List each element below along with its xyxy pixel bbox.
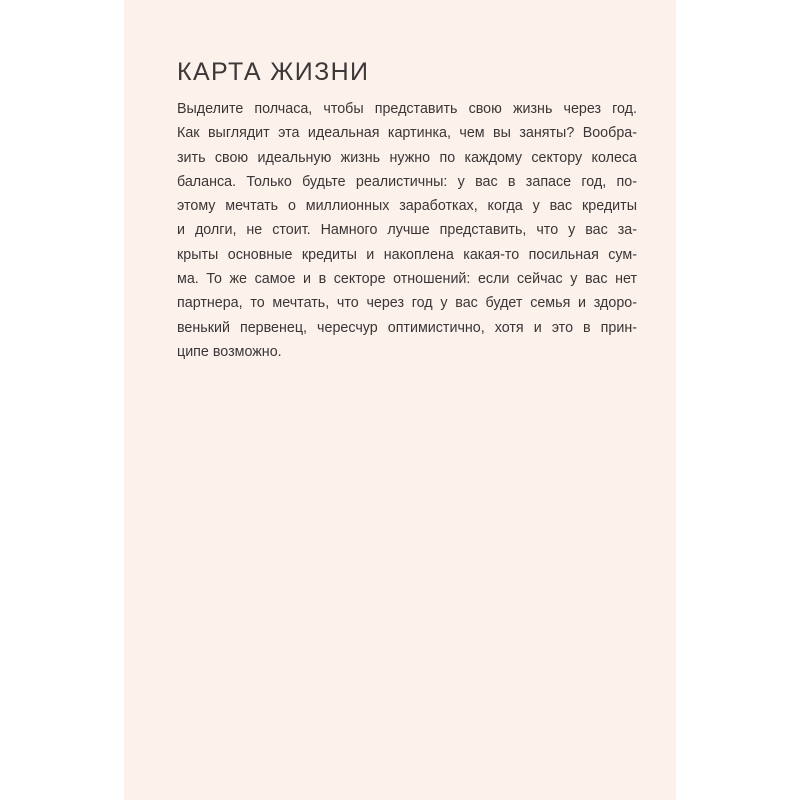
paragraph-line: Выделите полчаса, чтобы представить свою жизнь через год. (177, 101, 637, 117)
paragraph-line: зить свою идеальную жизнь нужно по каждому сектору колеса (177, 149, 637, 166)
paragraph-line: Как выглядит эта идеальная картинка, чем вы заняты? Вообра- (177, 125, 637, 142)
book-page (124, 0, 676, 800)
paragraph-line: партнера, то мечтать, что через год у вас будет семья и здоро- (177, 295, 637, 312)
paragraph-line: баланса. Только будьте реалистичны: у вас в запасе год, по- (177, 173, 637, 190)
page-heading: КАРТА ЖИЗНИ (177, 58, 370, 86)
paragraph-line: крыты основные кредиты и накоплена какая-то посильная сум- (177, 246, 637, 263)
paragraph-line: ципе возможно. (177, 343, 282, 360)
paragraph-line: венький первенец, чересчур оптимистично, хотя и это в прин- (177, 319, 637, 336)
body-paragraph (177, 97, 637, 364)
paragraph-line: и долги, не стоит. Намного лучше представить, что у вас за- (177, 222, 637, 239)
paragraph-line: ма. То же самое и в секторе отношений: если сейчас у вас нет (177, 271, 637, 288)
paragraph-line: этому мечтать о миллионных заработках, когда у вас кредиты (177, 198, 637, 215)
